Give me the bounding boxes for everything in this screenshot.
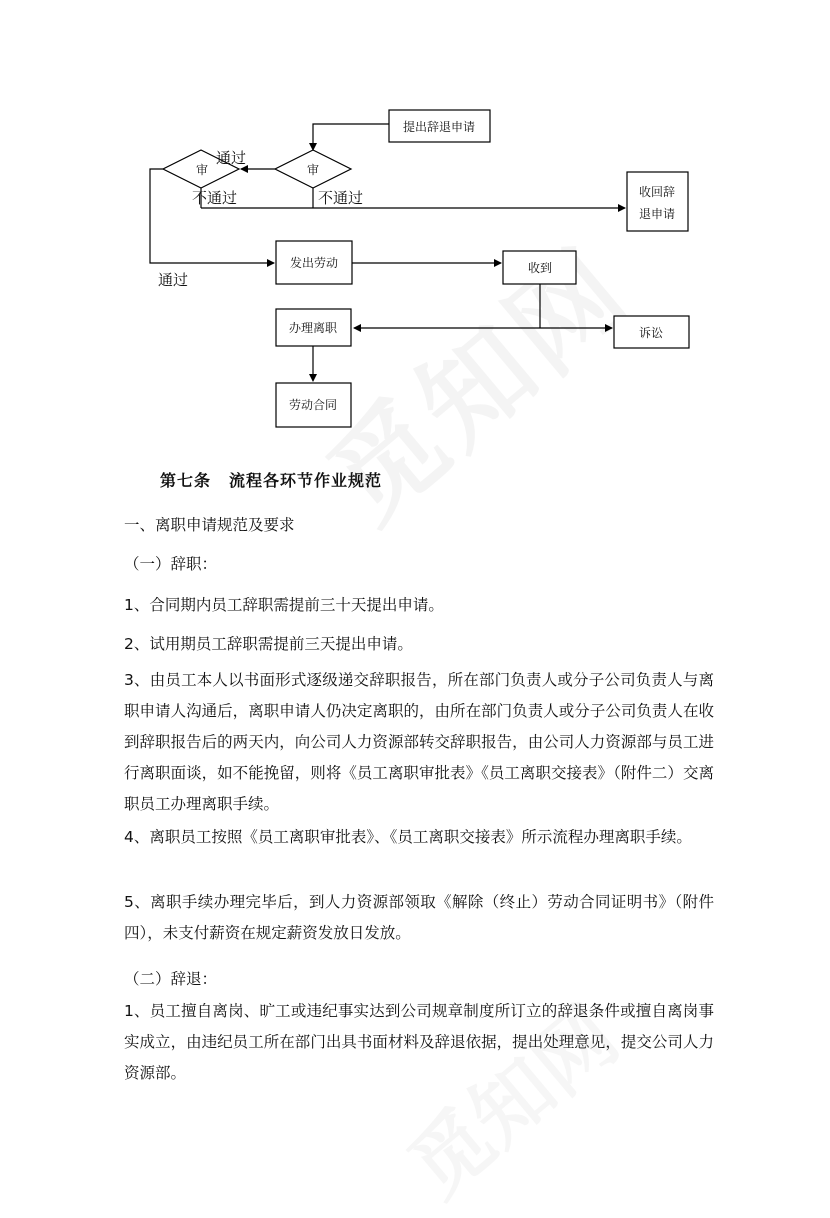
submit-dismissal-label: 提出辞退申请 <box>402 120 476 134</box>
subsection-resignation: （一）辞职： <box>124 555 218 573</box>
fail-left-label: 不通过 <box>192 189 238 207</box>
arrow-submit-to-review <box>313 124 389 150</box>
receive-label: 收到 <box>527 261 553 275</box>
article-title: 流程各环节作业规范 <box>229 471 383 490</box>
item-2: 2、试用期员工辞职需提前三天提出申请。 <box>124 635 413 653</box>
pass-top-label: 通过 <box>216 149 247 167</box>
issue-labor-label: 发出劳动 <box>289 256 339 270</box>
item-4: 4、离职员工按照《员工离职审批表》、《员工离职交接表》所示流程办理离职手续。 <box>124 828 692 846</box>
section-1-title: 一、离职申请规范及要求 <box>124 516 295 534</box>
handle-resign-label: 办理离职 <box>288 321 338 335</box>
item-3: 3、由员工本人以书面形式逐级递交辞职报告，所在部门负责人或分子公司负责人与离职申请人沟通后，离职申请人仍决定离职的，由所在部门负责人或分子公司负责人在收到辞职报告后的两天内，向公司人力资源部转交辞职报告，由公司人力资源部与员工进行离职面谈，如不能挽留，则将《员工离职审批表》《员工离职交接表》（附件二）交离职员工办理离职手续。 <box>124 671 714 813</box>
review-left-label: 审 <box>195 163 209 177</box>
labor-contract-label: 劳动合同 <box>288 398 338 412</box>
article-number: 第七条 <box>160 471 212 490</box>
fail-right-label: 不通过 <box>318 189 364 207</box>
subsection-dismissal: （二）辞退： <box>124 970 218 988</box>
withdraw-box <box>627 172 688 231</box>
lawsuit-label: 诉讼 <box>638 326 664 340</box>
item-6: 1、员工擅自离岗、旷工或违纪事实达到公司规章制度所订立的辞退条件或擅自离岗事实成立，由违纪员工所在部门出具书面材料及辞退依据，提出处理意见，提交公司人力资源部。 <box>124 1002 714 1082</box>
item-5: 5、离职手续办理完毕后，到人力资源部领取《解除（终止）劳动合同证明书》（附件四），未支付薪资在规定薪资发放日发放。 <box>124 893 714 942</box>
review-right-label: 审 <box>306 163 320 177</box>
pass-left-label: 通过 <box>158 271 189 289</box>
withdraw-label-2: 退申请 <box>638 207 676 221</box>
resignation-flowchart <box>0 0 830 440</box>
withdraw-label-1: 收回辞 <box>638 185 676 199</box>
item-1: 1、合同期内员工辞职需提前三十天提出申请。 <box>124 596 444 614</box>
article-heading <box>160 468 382 491</box>
